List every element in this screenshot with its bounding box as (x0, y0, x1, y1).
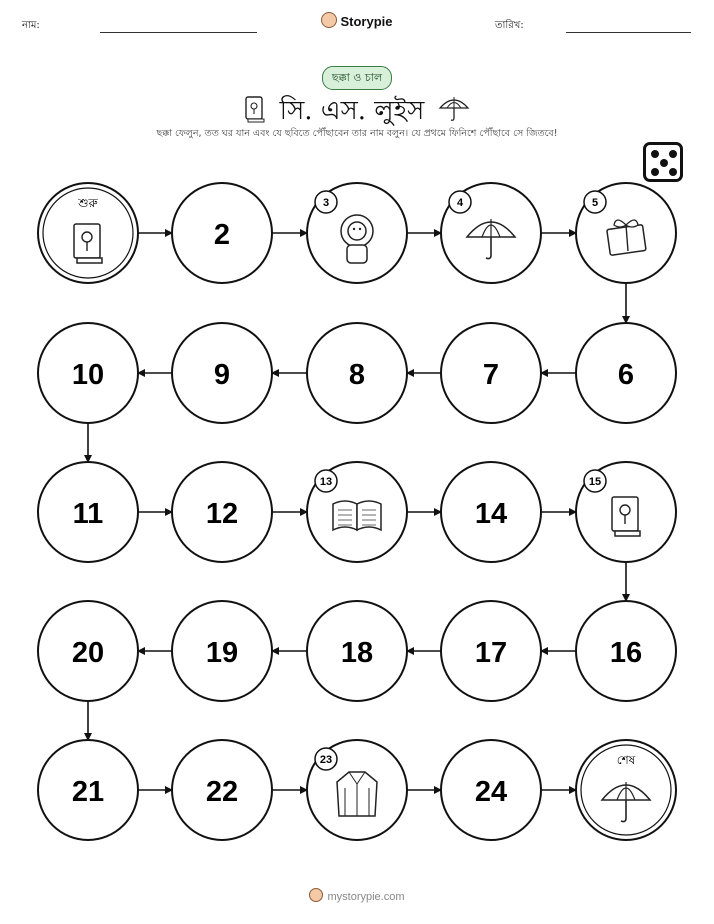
board-cell-9 (172, 323, 272, 423)
cell-number: 20 (71, 637, 105, 669)
cell-number: 12 (205, 498, 239, 530)
board-cell-20 (38, 601, 138, 701)
footer-url: mystorypie.com (327, 891, 405, 903)
board-cell-13 (307, 462, 407, 562)
cell-number: 15 (588, 476, 602, 488)
board-cell-6 (576, 323, 676, 423)
open-book-icon (333, 501, 381, 530)
start-label: শুরু (78, 196, 98, 210)
board-cell-12 (172, 462, 272, 562)
cell-number: 13 (319, 476, 333, 488)
cell-number: 9 (213, 359, 231, 391)
board-cell-18 (307, 601, 407, 701)
cell-number: 10 (71, 359, 105, 391)
instructions: ছক্কা ফেলুন, তত ঘর যান এবং যে ছবিতে পৌঁছাবেন তার নাম বলুন। যে প্রথমে ফিনিশে পৌঁছাবে সে জিতবে! (156, 128, 558, 139)
cell-number: 3 (322, 197, 330, 209)
game-badge: ছক্কা ও চাল (322, 66, 392, 90)
page-title: সি. এস. লুইস (279, 96, 425, 126)
board-cell-10 (38, 323, 138, 423)
cell-number: 18 (340, 637, 374, 669)
board-cell-7 (441, 323, 541, 423)
cell-number: 21 (71, 776, 105, 808)
board-cell-2 (172, 183, 272, 283)
cell-number: 16 (609, 637, 643, 669)
cell-number: 5 (591, 197, 599, 209)
board-cell-19 (172, 601, 272, 701)
cell-number: 24 (474, 776, 508, 808)
board-cell-25 (576, 740, 676, 840)
board-cell-11 (38, 462, 138, 562)
board-cell-3 (307, 183, 407, 283)
board-cell-24 (441, 740, 541, 840)
cell-number: 19 (205, 637, 239, 669)
board-cell-17 (441, 601, 541, 701)
board-cell-5 (576, 183, 676, 283)
board-cell-8 (307, 323, 407, 423)
book-icon (612, 497, 640, 536)
cell-number: 7 (482, 359, 500, 391)
name-label: নাম: (22, 20, 40, 31)
board-cell-23 (307, 740, 407, 840)
storypie-logo-icon (309, 888, 323, 902)
book-icon (74, 224, 102, 263)
board-cell-4 (441, 183, 541, 283)
robe-icon (337, 772, 377, 816)
board-cell-1 (38, 183, 138, 283)
cell-number: 14 (474, 498, 508, 530)
cell-number: 4 (456, 197, 464, 209)
board-cell-14 (441, 462, 541, 562)
cell-number: 6 (617, 359, 635, 391)
board-cell-22 (172, 740, 272, 840)
cell-number: 8 (348, 359, 366, 391)
brand-name: Storypie (340, 14, 393, 29)
cell-number: 17 (474, 637, 508, 669)
board-cell-15 (576, 462, 676, 562)
cell-number: 22 (205, 776, 239, 808)
cell-number: 2 (213, 219, 231, 251)
footer (0, 888, 714, 903)
board-cell-16 (576, 601, 676, 701)
cell-number: 11 (72, 498, 104, 530)
date-label: তারিখ: (495, 20, 524, 31)
board-cell-21 (38, 740, 138, 840)
cell-number: 23 (319, 754, 333, 766)
end-label: শেষ (616, 753, 636, 767)
